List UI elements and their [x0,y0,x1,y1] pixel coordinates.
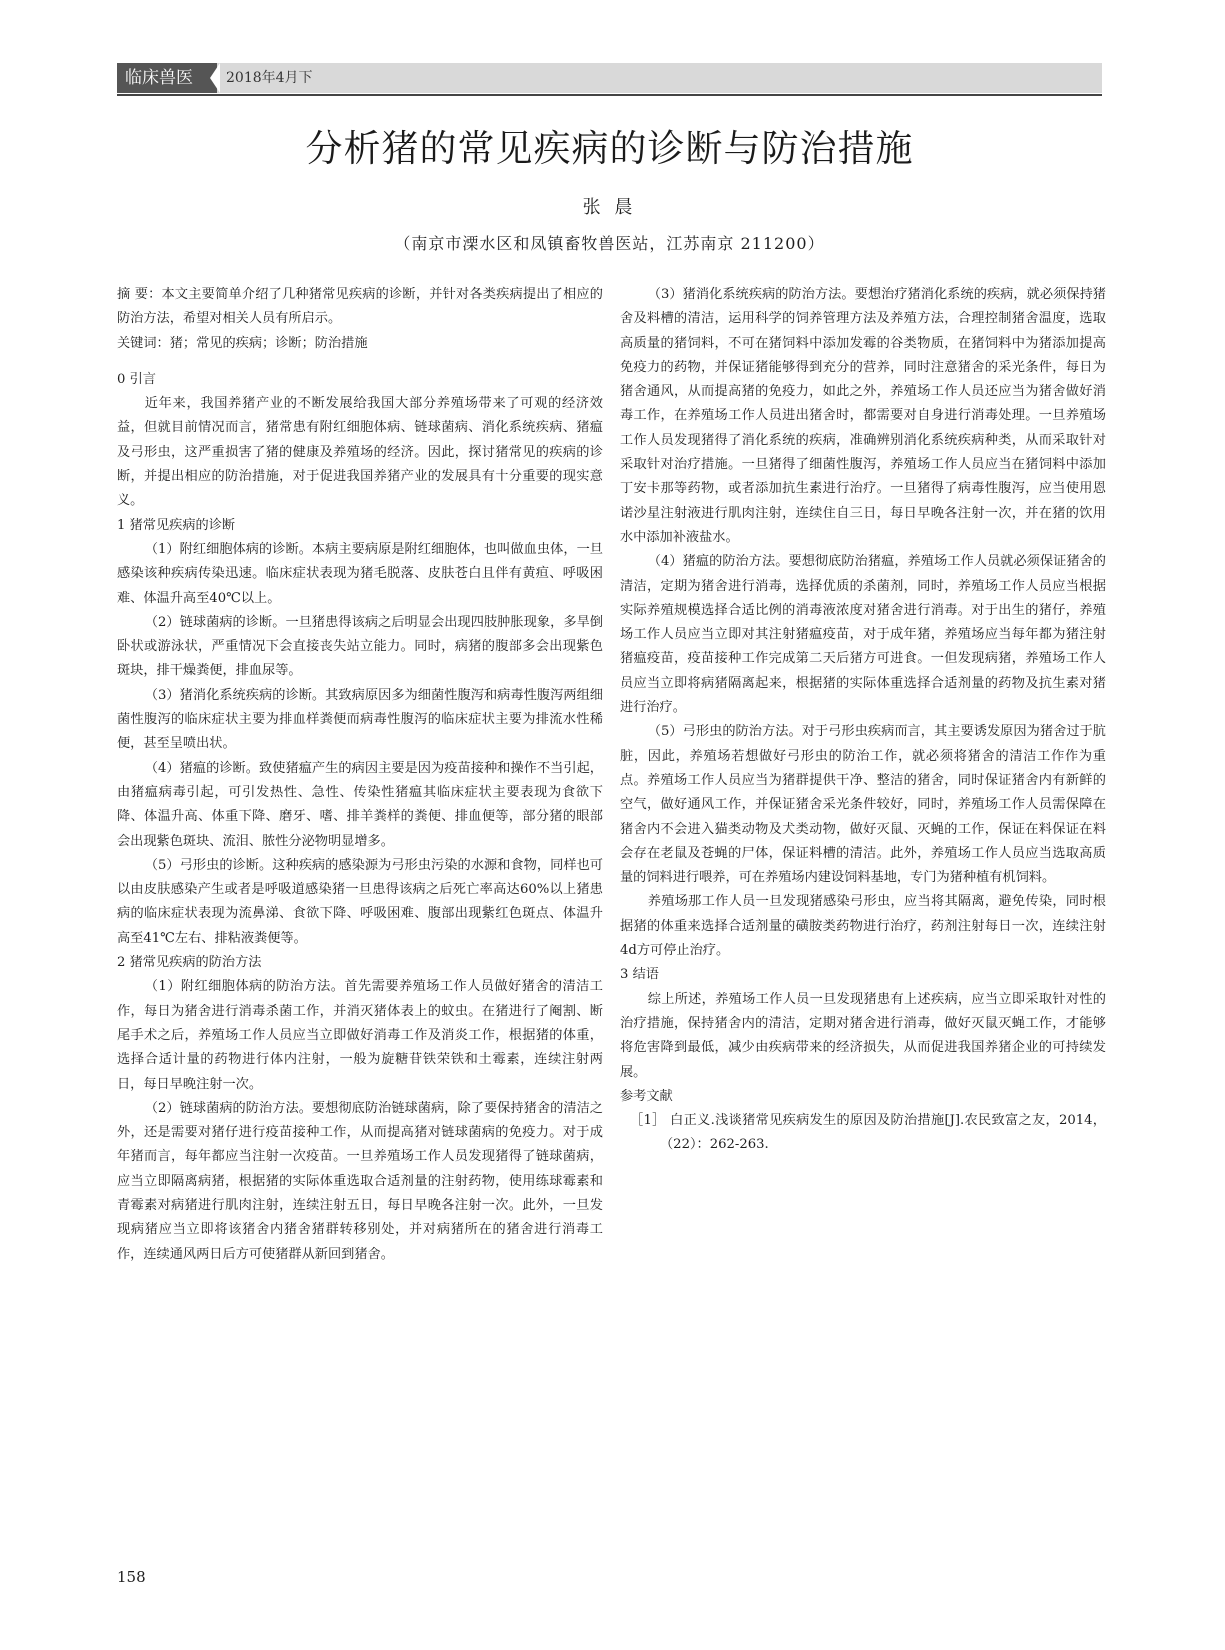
paragraph: 综上所述，养殖场工作人员一旦发现猪患有上述疾病，应当立即采取针对性的治疗措施，保持猪舍内的清洁，定期对猪舍进行消毒，做好灭鼠灭蝇工作，才能够将危害降到最低，减少由疾病带来的经济损失，从而促进我国养猪企业的可持续发展。 [620,991,1106,1080]
journal-name: 临床兽医 [117,63,217,93]
paragraph: （2）链球菌病的诊断。一旦猪患得该病之后明显会出现四肢肿胀现象，多旱倒卧状或游泳状，严重情况下会直接丧失站立能力。同时，病猪的腹部多会出现紫色斑块，排干燥粪便，排血尿等。 [117,614,603,679]
paragraph: 近年来，我国养猪产业的不断发展给我国大部分养殖场带来了可观的经济效益，但就目前情况而言，猪常患有附红细胞体病、链球菌病、消化系统疾病、猪瘟及弓形虫，这严重损害了猪的健康及养殖场的经济。因此，探讨猪常见的疾病的诊断，并提出相应的防治措施，对于促进我国养猪产业的发展具有十分重要的现实意义。 [117,396,603,509]
paragraph: （1）附红细胞体病的诊断。本病主要病原是附红细胞体，也叫做血虫体，一旦感染该种疾病传染迅速。临床症状表现为猪毛脱落、皮肤苍白且伴有黄疸、呼吸困难、体温升高至40℃以上。 [117,541,603,606]
section-2-heading: 2 猪常见疾病的防治方法 [117,955,262,971]
paragraph: （1）附红细胞体病的防治方法。首先需要养殖场工作人员做好猪舍的清洁工作，每日为猪舍进行消毒杀菌工作，并消灭猪体表上的蚊虫。在猪进行了阉割、断尾手术之后，养殖场工作人员应当立即做好消毒工作及消炎工作，根据猪的体重，选择合适计量的药物进行体内注射，一般为旋糖苷铁荣铁和土霉素，连续注射两日，每日早晚注射一次。 [117,979,603,1092]
abstract: 摘 要：本文主要简单介绍了几种猪常见疾病的诊断，并针对各类疾病提出了相应的防治方法，希望对相关人员有所启示。 [117,287,603,327]
paragraph: 养殖场那工作人员一旦发现猪感染弓形虫，应当将其隔离，避免传染，同时根据猪的体重来选择合适剂量的磺胺类药物进行治疗，药剂注射每日一次，连续注射4d方可停止治疗。 [620,894,1106,959]
paragraph: （4）猪瘟的诊断。致使猪瘟产生的病因主要是因为疫苗接种和操作不当引起，由猪瘟病毒引起，可引发热性、急性、传染性猪瘟其临床症状主要表现为食欲下降、体温升高、体重下降、磨牙、嗜、排羊粪样的粪便、排血便等，部分猪的眼部会出现紫色斑块、流泪、脓性分泌物明显增多。 [117,760,603,849]
paragraph: （3）猪消化系统疾病的防治方法。要想治疗猪消化系统的疾病，就必须保持猪舍及料槽的清洁，运用科学的饲养管理方法及养殖方法，合理控制猪舍温度，选取高质量的猪饲料，不可在猪饲料中添加发霉的谷类物质，在猪饲料中为猪添加提高免疫力的药物，并保证猪能够得到充分的营养，同时注意猪舍的采光条件，每日为猪舍通风，从而提高猪的免疫力，如此之外，养殖场工作人员还应当为猪舍做好消毒工作，在养殖场工作人员进出猪舍时，都需要对自身进行消毒处理。一旦养殖场工作人员发现猪得了消化系统的疾病，准确辨别消化系统疾病种类，从而采取针对采取针对治疗措施。一旦猪得了细菌性腹泻，养殖场工作人员应当在猪饲料中添加丁安卡那等药物，或者添加抗生素进行治疗。一旦猪得了病毒性腹泻，应当使用恩诺沙星注射液进行肌肉注射，连续住自三日，每日早晚各注射一次，并在猪的饮用水中添加补液盐水。 [620,287,1106,545]
header-notch [210,63,220,93]
article-author: 张 晨 [582,197,637,218]
section-0-heading: 0 引言 [117,371,156,387]
page-number: 158 [117,1568,146,1586]
issue-date: 2018年4月下 [226,70,313,86]
article-title: 分析猪的常见疾病的诊断与防治措施 [305,127,914,170]
right-column [620,283,1106,1158]
reference-item: ［1］ 白正义.浅谈猪常见疾病发生的原因及防治措施[J].农民致富之友，2014，（22）：262-263. [630,1113,1106,1153]
left-column [117,283,603,1267]
paragraph: （3）猪消化系统疾病的诊断。其致病原因多为细菌性腹泻和病毒性腹泻两组细菌性腹泻的临床症状主要为排血样粪便而病毒性腹泻的临床症状主要为排流水性稀便，甚至呈喷出状。 [117,687,603,752]
paragraph: （2）链球菌病的防治方法。要想彻底防治链球菌病，除了要保持猪舍的清洁之外，还是需要对猪仔进行疫苗接种工作，从而提高猪对链球菌病的免疫力。对于成年猪而言，每年都应当注射一次疫苗。一旦养殖场工作人员发现猪得了链球菌病，应当立即隔离病猪，根据猪的实际体重选取合适剂量的注射药物，使用练球霉素和青霉素对病猪进行肌肉注射，连续注射五日，每日早晚各注射一次。此外，一旦发现病猪应当立即将该猪舍内猪舍猪群转移别处，并对病猪所在的猪舍进行消毒工作，连续通风两日后方可使猪群从新回到猪舍。 [117,1100,603,1262]
section-1-heading: 1 猪常见疾病的诊断 [117,517,236,533]
paragraph: （4）猪瘟的防治方法。要想彻底防治猪瘟，养殖场工作人员就必须保证猪舍的清洁，定期为猪舍进行消毒，选择优质的杀菌剂，同时，养殖场工作人员应当根据实际养殖规模选择合适比例的消毒液浓度对猪舍进行消毒。对于出生的猪仔，养殖场工作人员应当立即对其注射猪瘟疫苗，对于成年猪，养殖场应当每年都为猪注射猪瘟疫苗，疫苗接种工作完成第二天后猪方可进食。一但发现病猪，养殖场工作人员应当立即将病猪隔离起来，根据猪的实际体重选择合适剂量的药物及抗生素对猪进行治疗。 [620,554,1106,716]
section-3-heading: 3 结语 [620,967,659,983]
paragraph: （5）弓形虫的诊断。这种疾病的感染源为弓形虫污染的水源和食物，同样也可以由皮肤感染产生或者是呼吸道感染猪一旦患得该病之后死亡率高达60%以上猪患病的临床症状表现为流鼻涕、食欲下降、呼吸困难、腹部出现紫红色斑点、体温升高至41℃左右、排粘液粪便等。 [117,857,603,946]
keywords: 关键词：猪；常见的疾病；诊断；防治措施 [117,335,368,351]
references-heading: 参考文献 [620,1088,673,1104]
paragraph: （5）弓形虫的防治方法。对于弓形虫疾病而言，其主要诱发原因为猪舍过于肮脏，因此，养殖场若想做好弓形虫的防治工作，就必须将猪舍的清洁工作作为重点。养殖场工作人员应当为猪群提供干净、整洁的猪舍，同时保证猪舍内有新鲜的空气，做好通风工作，并保证猪舍采光条件较好，同时，养殖场工作人员需保障在猪舍内不会进入猫类动物及犬类动物，做好灭鼠、灭蝇的工作，保证在料保证在料会存在老鼠及苍蝇的尸体，保证料槽的清洁。此外，养殖场工作人员应当选取高质量的饲料进行喂养，可在养殖场内建设饲料基地，专门为猪种植有机饲料。 [620,724,1106,886]
header-rule [117,94,1102,96]
author-affiliation: （南京市溧水区和凤镇畜牧兽医站，江苏南京 211200） [394,234,825,253]
